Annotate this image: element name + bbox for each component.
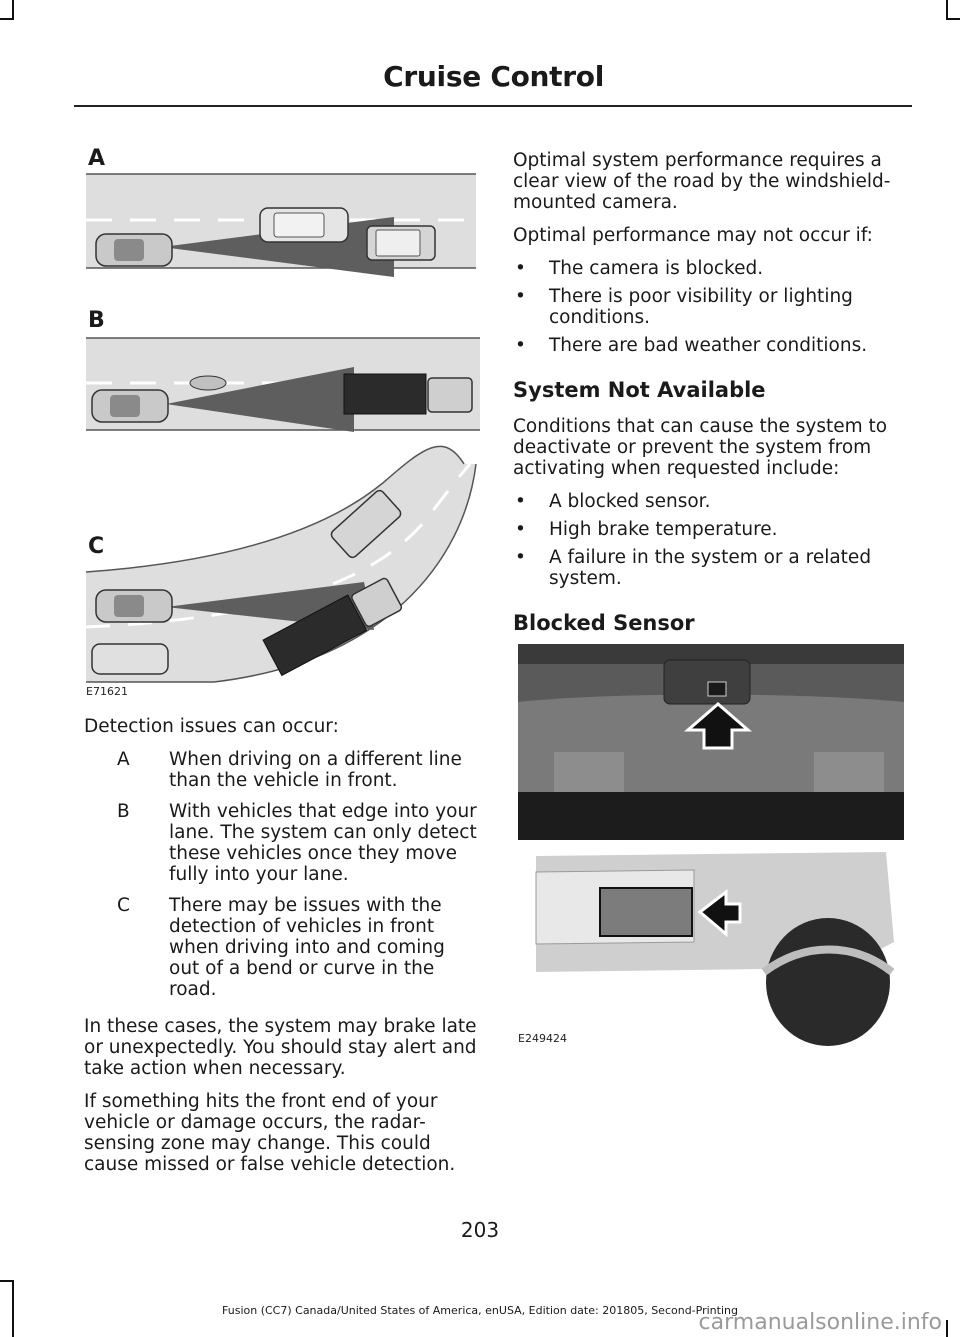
sensor-illustration xyxy=(514,642,906,1050)
list-item: • A blocked sensor. xyxy=(515,491,711,512)
truck-cab-b xyxy=(428,378,472,412)
watermark: carmanualsonline.info xyxy=(698,1310,942,1335)
scenarios-illustration xyxy=(84,142,484,702)
sensor-location-figure xyxy=(514,642,906,1050)
bullet: • xyxy=(515,286,526,307)
list-item: • There are bad weather conditions. xyxy=(515,335,868,356)
bullet: • xyxy=(515,547,526,568)
performance-intro: Optimal performance may not occur if: xyxy=(513,225,873,246)
figure-label-b: B xyxy=(88,308,105,333)
radar-sensor xyxy=(600,888,692,936)
camera-housing xyxy=(664,660,750,704)
detection-issue-list xyxy=(84,749,478,1000)
left-column xyxy=(84,716,478,1187)
not-available-bullets xyxy=(513,491,895,589)
issue-key: B xyxy=(117,801,130,822)
detection-intro: Detection issues can occur: xyxy=(84,716,339,737)
list-item: • A failure in the system or a related system. xyxy=(515,547,872,589)
front-tire xyxy=(766,918,890,1046)
late-braking-paragraph: In these cases, the system may brake late or unexpectedly. You should stay alert and take action when necessary. xyxy=(84,1016,477,1079)
issue-a xyxy=(84,749,478,791)
crop-mark-bottom-right-v xyxy=(946,1320,948,1337)
page-title: Cruise Control xyxy=(383,60,604,93)
issue-b xyxy=(84,801,478,885)
issue-c xyxy=(84,895,478,1000)
footer-edition-info: Fusion (CC7) Canada/United States of America, enUSA, Edition date: 201805, Second-Printing xyxy=(222,1304,738,1317)
bullet: • xyxy=(515,258,526,279)
header-divider xyxy=(74,105,912,107)
bullet: • xyxy=(515,519,526,540)
crop-mark-bottom-left-h xyxy=(0,1280,14,1282)
crop-mark-top-left-v xyxy=(12,0,14,20)
crop-mark-top-left-h xyxy=(0,18,14,20)
section-heading-system-not-available: System Not Available xyxy=(513,378,766,402)
section-heading-blocked-sensor: Blocked Sensor xyxy=(513,611,695,635)
issue-text: With vehicles that edge into your lane. The system can only detect these vehicles once they move fully into your lane. xyxy=(169,801,477,885)
figure-code-right: E249424 xyxy=(518,1032,567,1045)
figure-label-c: C xyxy=(88,534,105,559)
radar-damage-paragraph: If something hits the front end of your vehicle or damage occurs, the radar-sensing zone may change. This could cause missed or false vehicle detection. xyxy=(84,1091,456,1175)
issue-key: C xyxy=(117,895,130,916)
list-item: • High brake temperature. xyxy=(515,519,778,540)
list-item: • There is poor visibility or lighting conditions. xyxy=(515,286,853,328)
truck-trailer-b xyxy=(344,374,426,414)
crop-mark-top-right-v xyxy=(946,0,948,20)
crop-mark-top-right-h xyxy=(946,18,960,20)
issue-key: A xyxy=(117,749,130,770)
issue-text: There may be issues with the detection of vehicles in front when driving into and coming out of a bend or curve in the road. xyxy=(169,895,445,1000)
adjacent-suv-c xyxy=(92,644,168,674)
camera-view-paragraph: Optimal system performance requires a clear view of the road by the windshield-mounted camera. xyxy=(513,150,891,213)
list-item: • The camera is blocked. xyxy=(515,258,764,279)
issue-text: When driving on a different line than the vehicle in front. xyxy=(169,749,462,791)
figure-code-left: E71621 xyxy=(86,685,128,698)
right-column xyxy=(513,150,895,649)
performance-bullets xyxy=(513,258,895,356)
motorcycle-b xyxy=(190,376,226,390)
figure-label-a: A xyxy=(88,146,106,171)
not-available-paragraph: Conditions that can cause the system to deactivate or prevent the system from activating when requested include: xyxy=(513,416,888,479)
page-number: 203 xyxy=(460,1218,500,1242)
bullet: • xyxy=(515,491,526,512)
bullet: • xyxy=(515,335,526,356)
detection-scenarios-figure xyxy=(84,142,484,702)
